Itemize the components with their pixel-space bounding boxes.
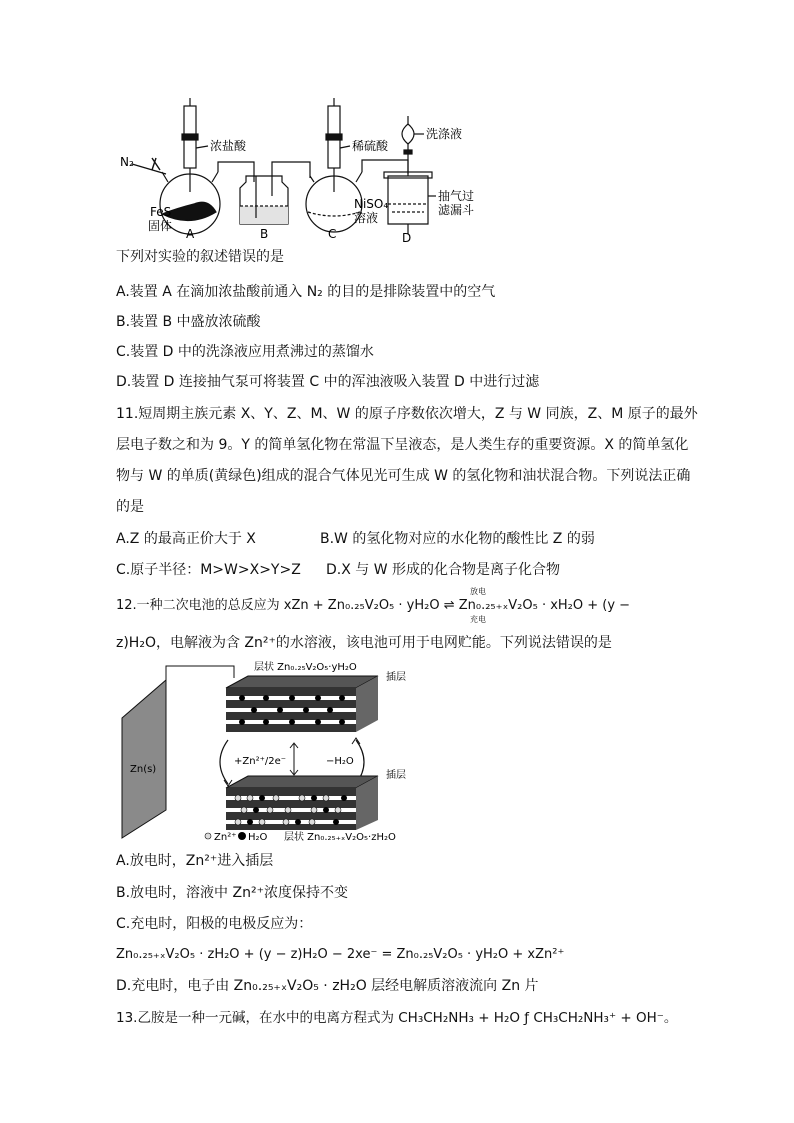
q12-arrow-top-label: 放电 — [470, 587, 486, 596]
label-b: B — [260, 227, 269, 241]
label-c: C — [328, 227, 337, 241]
legend-zn-dot — [205, 833, 211, 839]
q12-option-b: B.放电时，溶液中 Zn²⁺浓度保持不变 — [116, 885, 348, 901]
q11-option-b: B.W 的氢化物对应的水化物的酸性比 Z 的弱 — [320, 531, 595, 547]
label-fes-1: FeS — [150, 205, 172, 219]
apparatus-figure — [116, 96, 516, 244]
label-bottom-layer: 层状 Zn₀.₂₅₊ₓV₂O₅·zH₂O — [284, 832, 396, 843]
q10-stem: 下列对实验的叙述错误的是 — [116, 249, 284, 265]
q11-option-d: D.X 与 W 形成的化合物是离子化合物 — [326, 562, 561, 578]
q12-stem-line2: z)H₂O，电解液为含 Zn²⁺的水溶液，该电池可用于电网贮能。下列说法错误的是 — [116, 635, 612, 651]
q12-option-c-equation: Zn₀.₂₅₊ₓV₂O₅ · zH₂O + (y − z)H₂O − 2xe⁻ = Zn₀.₂₅V₂O₅ · yH₂O + xZn²⁺ — [116, 947, 565, 962]
label-filter-2: 滤漏斗 — [438, 203, 475, 217]
q12-option-d: D.充电时，电子由 Zn₀.₂₅₊ₓV₂O₅ · zH₂O 层经电解质溶液流向 Zn 片 — [116, 978, 539, 994]
label-niso4-1: NiSO₄ — [354, 197, 389, 211]
top-layer-stack — [226, 676, 378, 732]
label-d: D — [402, 231, 412, 244]
q12-option-c: C.充电时，阳极的电极反应为： — [116, 916, 313, 932]
label-filter-1: 抽气过 — [438, 189, 475, 203]
label-a: A — [186, 227, 195, 241]
q11-stem-line2: 层电子数之和为 9。Y 的简单氢化物在常温下呈液态，是人类生存的重要资源。X 的简单氢化 — [116, 437, 689, 453]
wash-funnel — [402, 124, 414, 144]
q13-stem-line1: 13.乙胺是一种一元碱，在水中的电离方程式为 CH₃CH₂NH₃ + H₂O ƒ CH₃CH₂NH₃⁺ + OH⁻。 — [116, 1010, 678, 1026]
label-dil-h2so4: 稀硫酸 — [352, 139, 389, 153]
q10-option-d: D.装置 D 连接抽气泵可将装置 C 中的浑浊液吸入装置 D 中进行过滤 — [116, 374, 540, 390]
label-zn-plate: Zn(s) — [130, 764, 157, 775]
q11-option-c: C.原子半径：M>W>X>Y>Z — [116, 562, 301, 578]
label-wash: 洗涤液 — [426, 127, 463, 141]
n2-valve — [152, 158, 160, 170]
legend-h2o-dot — [238, 832, 246, 840]
q11-option-a: A.Z 的最高正价大于 X — [116, 531, 256, 547]
label-interlayer-2: 插层 — [386, 770, 406, 781]
label-water-arrow: −H₂O — [326, 756, 354, 767]
q12-arrow-bottom-label: 充电 — [470, 615, 486, 624]
q10-option-a: A.装置 A 在滴加浓盐酸前通入 N₂ 的目的是排除装置中的空气 — [116, 284, 496, 300]
q12-option-a: A.放电时，Zn²⁺进入插层 — [116, 853, 274, 869]
label-top-layer: 层状 Zn₀.₂₅V₂O₅·yH₂O — [254, 662, 357, 673]
q11-stem-line3: 物与 W 的单质(黄绿色)组成的混合气体见光可生成 W 的氢化物和油状混合物。下列说法正确 — [116, 468, 691, 484]
label-niso4-2: 溶液 — [354, 211, 379, 225]
battery-figure — [116, 656, 416, 846]
label-n2: N₂ — [120, 155, 134, 169]
zn-plate — [122, 680, 166, 838]
filter-flask-d — [388, 176, 428, 224]
q10-option-c: C.装置 D 中的洗涤液应用煮沸过的蒸馏水 — [116, 344, 374, 360]
label-conc-hcl: 浓盐酸 — [210, 139, 247, 153]
label-discharge-arrow: +Zn²⁺/2e⁻ — [234, 756, 287, 767]
q11-stem-line4: 的是 — [116, 499, 144, 515]
label-interlayer-1: 插层 — [386, 672, 406, 683]
q12-stem-line1: 12.一种二次电池的总反应为 xZn + Zn₀.₂₅V₂O₅ · yH₂O ⇌ Zn₀.₂₅₊ₓV₂O₅ · xH₂O + (y − — [116, 598, 631, 613]
legend-h2o: H₂O — [248, 832, 268, 843]
q11-stem-line1: 11.短周期主族元素 X、Y、Z、M、W 的原子序数依次增大，Z 与 W 同族，Z、M 原子的最外 — [116, 406, 698, 422]
legend-zn: Zn²⁺ — [214, 832, 237, 843]
q10-option-b: B.装置 B 中盛放浓硫酸 — [116, 314, 261, 330]
label-fes-2: 固体 — [148, 219, 173, 233]
bottom-layer-stack — [226, 776, 378, 830]
